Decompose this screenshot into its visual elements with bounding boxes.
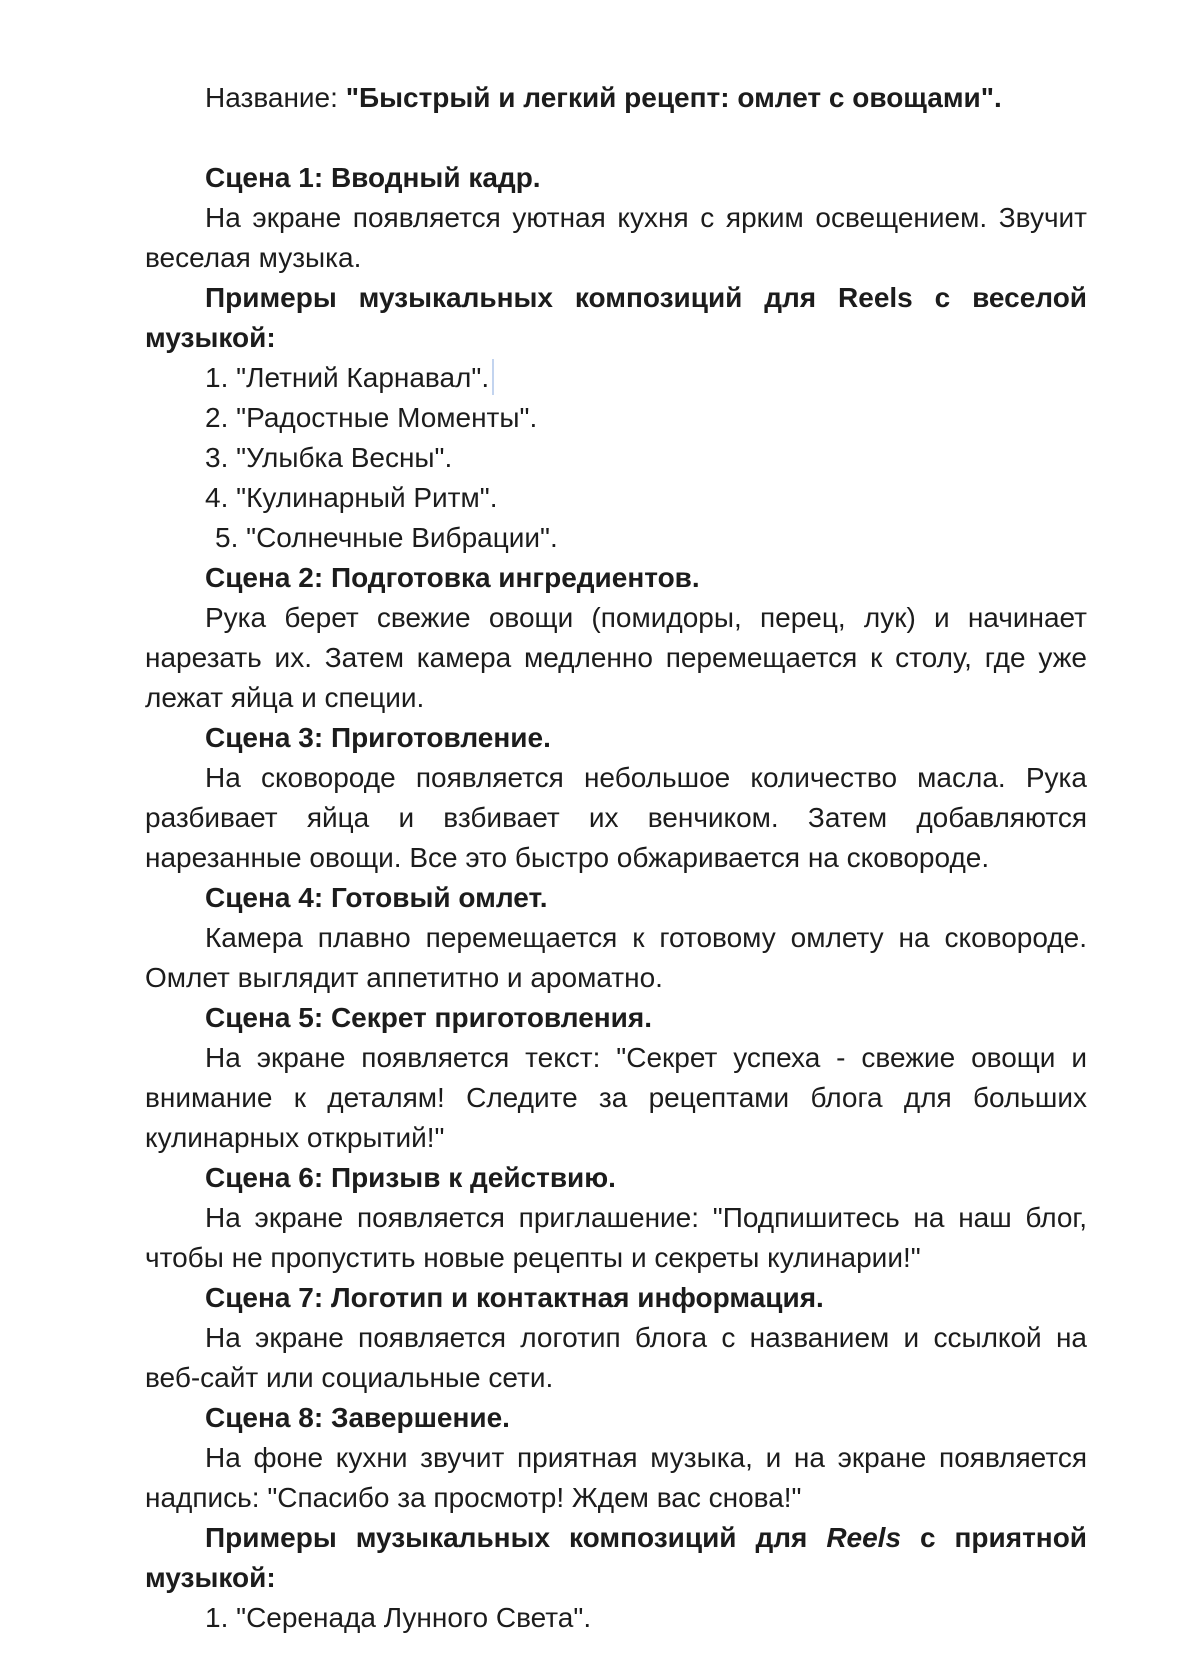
- music-track-label: 1. "Летний Карнавал".: [205, 362, 490, 393]
- reels-brand-text: Reels: [826, 1522, 902, 1553]
- blank-line: [145, 118, 1087, 158]
- scene-8-body: На фоне кухни звучит приятная музыка, и на экране появляется надпись: "Спасибо за просмотр! Ждем вас снова!": [145, 1442, 1087, 1513]
- pleasant-heading-before: Примеры музыкальных композиций для: [205, 1522, 827, 1553]
- cheerful-heading-before: Примеры музыкальных композиций для: [205, 282, 839, 313]
- title-value: "Быстрый и легкий рецепт: омлет с овощами".: [345, 82, 1002, 113]
- scene-3-heading: Сцена 3: Приготовление.: [205, 722, 551, 753]
- scene-6-heading: Сцена 6: Призыв к действию.: [205, 1162, 616, 1193]
- scene-6-body: На экране появляется приглашение: "Подпишитесь на наш блог, чтобы не пропустить новые рецепты и секреты кулинарии!": [145, 1202, 1087, 1273]
- scene-7-heading: Сцена 7: Логотип и контактная информация.: [205, 1282, 824, 1313]
- scene-2-body: Рука берет свежие овощи (помидоры, перец, лук) и начинает нарезать их. Затем камера медленно перемещается к столу, где уже лежат яйца и специи.: [145, 602, 1087, 713]
- scene-3-body: На сковороде появляется небольшое количество масла. Рука разбивает яйца и взбивает их венчиком. Затем добавляются нарезанные овощи. Все это быстро обжаривается на сковороде.: [145, 762, 1087, 873]
- scene-1-heading: Сцена 1: Вводный кадр.: [205, 162, 541, 193]
- scene-5-body: На экране появляется текст: "Секрет успеха - свежие овощи и внимание к деталям! Следите за рецептами блога для больших кулинарных открытий!": [145, 1042, 1087, 1153]
- scene-4-body: Камера плавно перемещается к готовому омлету на сковороде. Омлет выглядит аппетитно и ароматно.: [145, 922, 1087, 993]
- scene-2-heading: Сцена 2: Подготовка ингредиентов.: [205, 562, 700, 593]
- scene-8-heading: Сцена 8: Завершение.: [205, 1402, 510, 1433]
- document-title: [145, 78, 1087, 118]
- scene-5-heading: Сцена 5: Секрет приготовления.: [205, 1002, 653, 1033]
- music-track-item: 3. "Улыбка Весны".: [205, 442, 453, 473]
- music-track-item: [145, 358, 1087, 398]
- music-track-item: 5. "Солнечные Вибрации".: [215, 522, 558, 553]
- title-label: Название:: [205, 82, 346, 113]
- music-track-item: 4. "Кулинарный Ритм".: [205, 482, 498, 513]
- scene-7-body: На экране появляется логотип блога с названием и ссылкой на веб-сайт или социальные сети.: [145, 1322, 1087, 1393]
- cheerful-heading-after: с веселой музыкой:: [145, 282, 1088, 353]
- cheerful-music-heading: [145, 278, 1087, 358]
- music-track-item: 1. "Серенада Лунного Света".: [205, 1602, 592, 1633]
- text-cursor-caret: [492, 359, 494, 395]
- reels-brand-text: Reels: [838, 282, 913, 313]
- scene-4-heading: Сцена 4: Готовый омлет.: [205, 882, 548, 913]
- pleasant-heading-after: с приятной музыкой:: [145, 1522, 1088, 1593]
- pleasant-music-heading: [145, 1518, 1087, 1598]
- music-track-item: 2. "Радостные Моменты".: [205, 402, 538, 433]
- scene-1-body: На экране появляется уютная кухня с ярким освещением. Звучит веселая музыка.: [145, 202, 1087, 273]
